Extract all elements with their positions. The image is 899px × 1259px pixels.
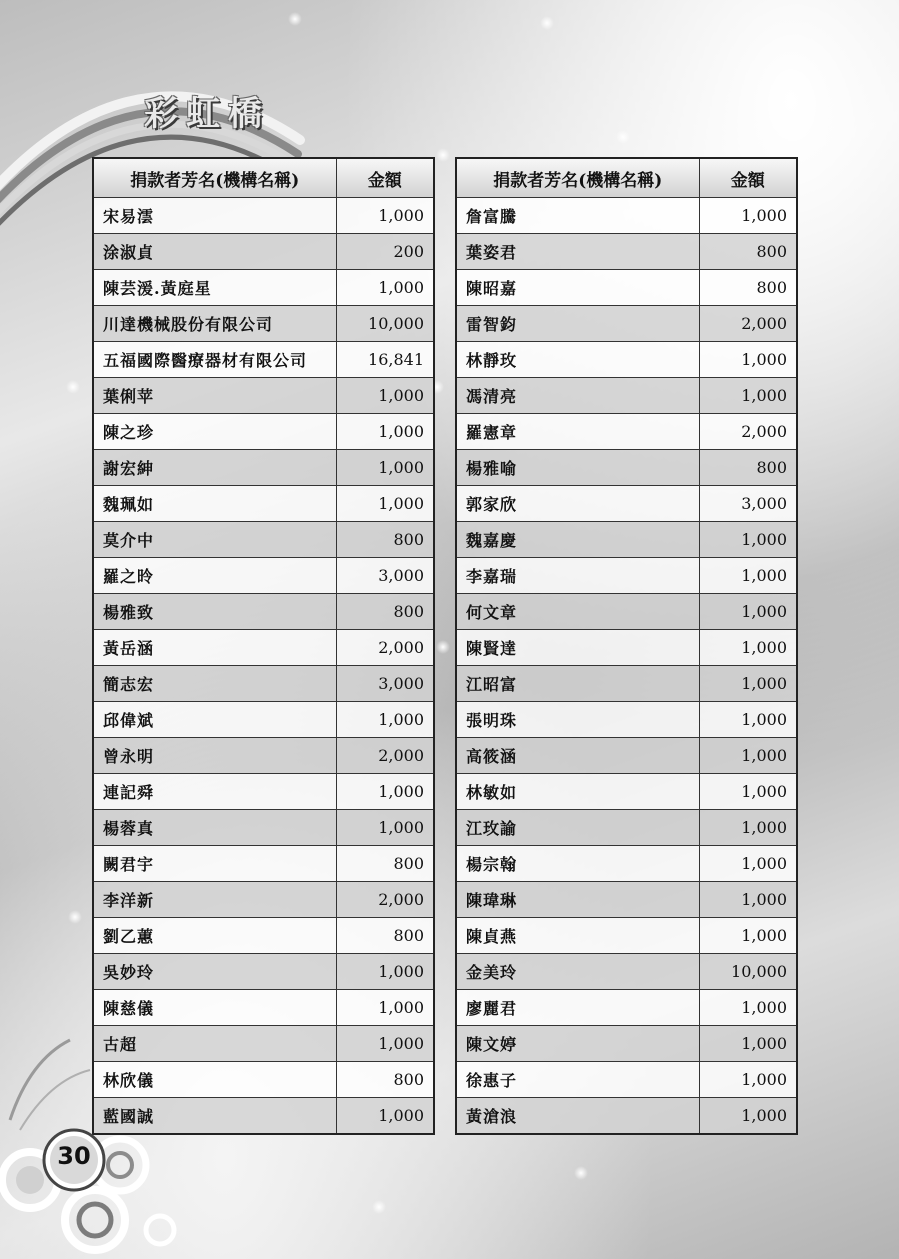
- circles-flower-decoration: [0, 1020, 180, 1259]
- donation-amount-cell: 1,000: [336, 954, 434, 990]
- donor-name-cell: 古超: [93, 1026, 336, 1062]
- donor-name-cell: 魏珮如: [93, 486, 336, 522]
- donor-name-cell: 藍國誠: [93, 1098, 336, 1135]
- table-row: [93, 774, 434, 810]
- table-row: [456, 738, 797, 774]
- donation-amount-cell: 1,000: [699, 882, 797, 918]
- donation-amount-cell: 1,000: [699, 558, 797, 594]
- donation-amount-cell: 1,000: [699, 198, 797, 234]
- donor-name-cell: 連記舜: [93, 774, 336, 810]
- column-header-donor-name: 捐款者芳名(機構名稱): [93, 158, 336, 198]
- donor-name-cell: 張明珠: [456, 702, 699, 738]
- page-number: 30: [57, 1142, 91, 1170]
- donor-name-cell: 曾永明: [93, 738, 336, 774]
- table-row: [93, 630, 434, 666]
- table-row: [456, 846, 797, 882]
- donor-name-cell: 吳妙玲: [93, 954, 336, 990]
- table-row: [93, 846, 434, 882]
- donation-amount-cell: 10,000: [699, 954, 797, 990]
- table-row: [456, 666, 797, 702]
- table-row: [93, 198, 434, 234]
- table-row: [456, 486, 797, 522]
- table-row: [456, 774, 797, 810]
- donor-name-cell: 陳昭嘉: [456, 270, 699, 306]
- table-row: [456, 990, 797, 1026]
- donor-name-cell: 廖麗君: [456, 990, 699, 1026]
- table-row: [93, 810, 434, 846]
- donor-name-cell: 陳瑋琳: [456, 882, 699, 918]
- page-title: 彩虹橋: [144, 94, 270, 134]
- donation-amount-cell: 1,000: [699, 594, 797, 630]
- donor-name-cell: 羅之昤: [93, 558, 336, 594]
- table-row: [456, 414, 797, 450]
- donor-name-cell: 陳文婷: [456, 1026, 699, 1062]
- donor-name-cell: 李嘉瑞: [456, 558, 699, 594]
- table-row: [456, 270, 797, 306]
- donor-name-cell: 簡志宏: [93, 666, 336, 702]
- table-row: [456, 954, 797, 990]
- sparkle-decoration: [288, 12, 302, 26]
- donation-amount-cell: 1,000: [336, 414, 434, 450]
- table-row: [93, 450, 434, 486]
- donation-amount-cell: 1,000: [699, 918, 797, 954]
- donor-name-cell: 林敏如: [456, 774, 699, 810]
- donor-name-cell: 郭家欣: [456, 486, 699, 522]
- donation-amount-cell: 1,000: [699, 666, 797, 702]
- donor-name-cell: 陳之珍: [93, 414, 336, 450]
- donor-name-cell: 莫介中: [93, 522, 336, 558]
- table-row: [93, 522, 434, 558]
- donation-amount-cell: 3,000: [336, 666, 434, 702]
- donation-amount-cell: 1,000: [699, 630, 797, 666]
- table-row: [93, 738, 434, 774]
- donor-name-cell: 陳慈儀: [93, 990, 336, 1026]
- sparkle-decoration: [66, 380, 80, 394]
- sparkle-decoration: [540, 16, 554, 30]
- table-row: [456, 1026, 797, 1062]
- sparkle-decoration: [68, 910, 82, 924]
- donation-amount-cell: 1,000: [699, 522, 797, 558]
- donor-name-cell: 陳芸湲.黃庭星: [93, 270, 336, 306]
- donation-amount-cell: 800: [336, 918, 434, 954]
- donor-name-cell: 楊宗翰: [456, 846, 699, 882]
- donor-name-cell: 何文章: [456, 594, 699, 630]
- donation-amount-cell: 2,000: [336, 738, 434, 774]
- table-row: [93, 918, 434, 954]
- donation-amount-cell: 1,000: [699, 342, 797, 378]
- donation-amount-cell: 1,000: [699, 810, 797, 846]
- donor-name-cell: 葉姿君: [456, 234, 699, 270]
- donation-amount-cell: 1,000: [336, 450, 434, 486]
- table-row: [456, 198, 797, 234]
- donation-amount-cell: 1,000: [699, 990, 797, 1026]
- donation-amount-cell: 3,000: [699, 486, 797, 522]
- column-header-donor-name: 捐款者芳名(機構名稱): [456, 158, 699, 198]
- donor-name-cell: 詹富騰: [456, 198, 699, 234]
- sparkle-decoration: [574, 1166, 588, 1180]
- table-row: [93, 234, 434, 270]
- table-row: [456, 810, 797, 846]
- donor-name-cell: 陳賢達: [456, 630, 699, 666]
- donation-amount-cell: 800: [336, 522, 434, 558]
- donation-amount-cell: 1,000: [336, 1098, 434, 1135]
- donor-name-cell: 高筱涵: [456, 738, 699, 774]
- donation-amount-cell: 1,000: [336, 1026, 434, 1062]
- donation-amount-cell: 800: [336, 594, 434, 630]
- donor-name-cell: 葉俐苹: [93, 378, 336, 414]
- donation-amount-cell: 1,000: [336, 702, 434, 738]
- donation-amount-cell: 1,000: [336, 774, 434, 810]
- donation-amount-cell: 1,000: [336, 990, 434, 1026]
- donation-amount-cell: 2,000: [336, 630, 434, 666]
- donation-amount-cell: 2,000: [699, 414, 797, 450]
- donor-name-cell: 五福國際醫療器材有限公司: [93, 342, 336, 378]
- column-header-amount: 金額: [336, 158, 434, 198]
- donor-name-cell: 楊雅喻: [456, 450, 699, 486]
- donation-amount-cell: 800: [336, 846, 434, 882]
- donor-name-cell: 羅憲章: [456, 414, 699, 450]
- donation-amount-cell: 1,000: [699, 1062, 797, 1098]
- donor-name-cell: 劉乙蕙: [93, 918, 336, 954]
- donor-name-cell: 謝宏紳: [93, 450, 336, 486]
- donor-name-cell: 黃滄浪: [456, 1098, 699, 1135]
- table-row: [93, 306, 434, 342]
- table-row: [93, 954, 434, 990]
- donation-amount-cell: 10,000: [336, 306, 434, 342]
- donor-name-cell: 李洋新: [93, 882, 336, 918]
- donor-table-left: [92, 157, 435, 1135]
- donor-name-cell: 雷智鈞: [456, 306, 699, 342]
- sparkle-decoration: [436, 148, 450, 162]
- donor-name-cell: 魏嘉慶: [456, 522, 699, 558]
- table-row: [93, 342, 434, 378]
- table-row: [93, 666, 434, 702]
- donation-amount-cell: 1,000: [699, 378, 797, 414]
- donation-amount-cell: 800: [699, 270, 797, 306]
- donor-name-cell: 江昭富: [456, 666, 699, 702]
- table-row: [93, 702, 434, 738]
- table-row: [456, 1098, 797, 1135]
- donor-name-cell: 江玫諭: [456, 810, 699, 846]
- donation-amount-cell: 1,000: [699, 846, 797, 882]
- donation-amount-cell: 200: [336, 234, 434, 270]
- table-row: [456, 702, 797, 738]
- table-header-row: [456, 158, 797, 198]
- donor-name-cell: 楊雅致: [93, 594, 336, 630]
- donation-amount-cell: 800: [699, 450, 797, 486]
- donor-table-right: [455, 157, 798, 1135]
- donor-name-cell: 馮清亮: [456, 378, 699, 414]
- table-row: [456, 1062, 797, 1098]
- sparkle-decoration: [372, 1200, 386, 1214]
- donation-amount-cell: 1,000: [336, 810, 434, 846]
- donation-amount-cell: 1,000: [336, 270, 434, 306]
- column-header-amount: 金額: [699, 158, 797, 198]
- table-row: [93, 594, 434, 630]
- donor-name-cell: 涂淑貞: [93, 234, 336, 270]
- table-row: [456, 450, 797, 486]
- donation-amount-cell: 3,000: [336, 558, 434, 594]
- table-row: [456, 918, 797, 954]
- donation-amount-cell: 16,841: [336, 342, 434, 378]
- donor-name-cell: 陳貞燕: [456, 918, 699, 954]
- sparkle-decoration: [616, 130, 630, 144]
- donation-amount-cell: 1,000: [699, 774, 797, 810]
- donation-amount-cell: 1,000: [699, 1026, 797, 1062]
- donor-name-cell: 徐惠子: [456, 1062, 699, 1098]
- donation-amount-cell: 1,000: [336, 378, 434, 414]
- donation-amount-cell: 2,000: [699, 306, 797, 342]
- donor-name-cell: 邱偉斌: [93, 702, 336, 738]
- table-row: [456, 882, 797, 918]
- donation-amount-cell: 1,000: [699, 1098, 797, 1135]
- table-row: [93, 882, 434, 918]
- donation-amount-cell: 1,000: [336, 198, 434, 234]
- donation-amount-cell: 2,000: [336, 882, 434, 918]
- donation-amount-cell: 1,000: [699, 738, 797, 774]
- table-row: [456, 342, 797, 378]
- table-row: [93, 486, 434, 522]
- table-row: [93, 378, 434, 414]
- donor-name-cell: 宋易澐: [93, 198, 336, 234]
- donation-amount-cell: 1,000: [336, 486, 434, 522]
- table-row: [456, 306, 797, 342]
- donor-name-cell: 林欣儀: [93, 1062, 336, 1098]
- sparkle-decoration: [436, 640, 450, 654]
- table-row: [456, 594, 797, 630]
- table-row: [456, 378, 797, 414]
- donor-name-cell: 川達機械股份有限公司: [93, 306, 336, 342]
- table-row: [456, 558, 797, 594]
- donation-amount-cell: 800: [699, 234, 797, 270]
- donor-name-cell: 金美玲: [456, 954, 699, 990]
- table-header-row: [93, 158, 434, 198]
- donor-name-cell: 闕君宇: [93, 846, 336, 882]
- table-row: [93, 414, 434, 450]
- table-row: [456, 234, 797, 270]
- table-row: [93, 270, 434, 306]
- table-row: [456, 522, 797, 558]
- donor-name-cell: 黃岳涵: [93, 630, 336, 666]
- donor-name-cell: 楊蓉真: [93, 810, 336, 846]
- table-row: [93, 558, 434, 594]
- donor-name-cell: 林靜玫: [456, 342, 699, 378]
- donation-amount-cell: 800: [336, 1062, 434, 1098]
- table-row: [456, 630, 797, 666]
- donation-amount-cell: 1,000: [699, 702, 797, 738]
